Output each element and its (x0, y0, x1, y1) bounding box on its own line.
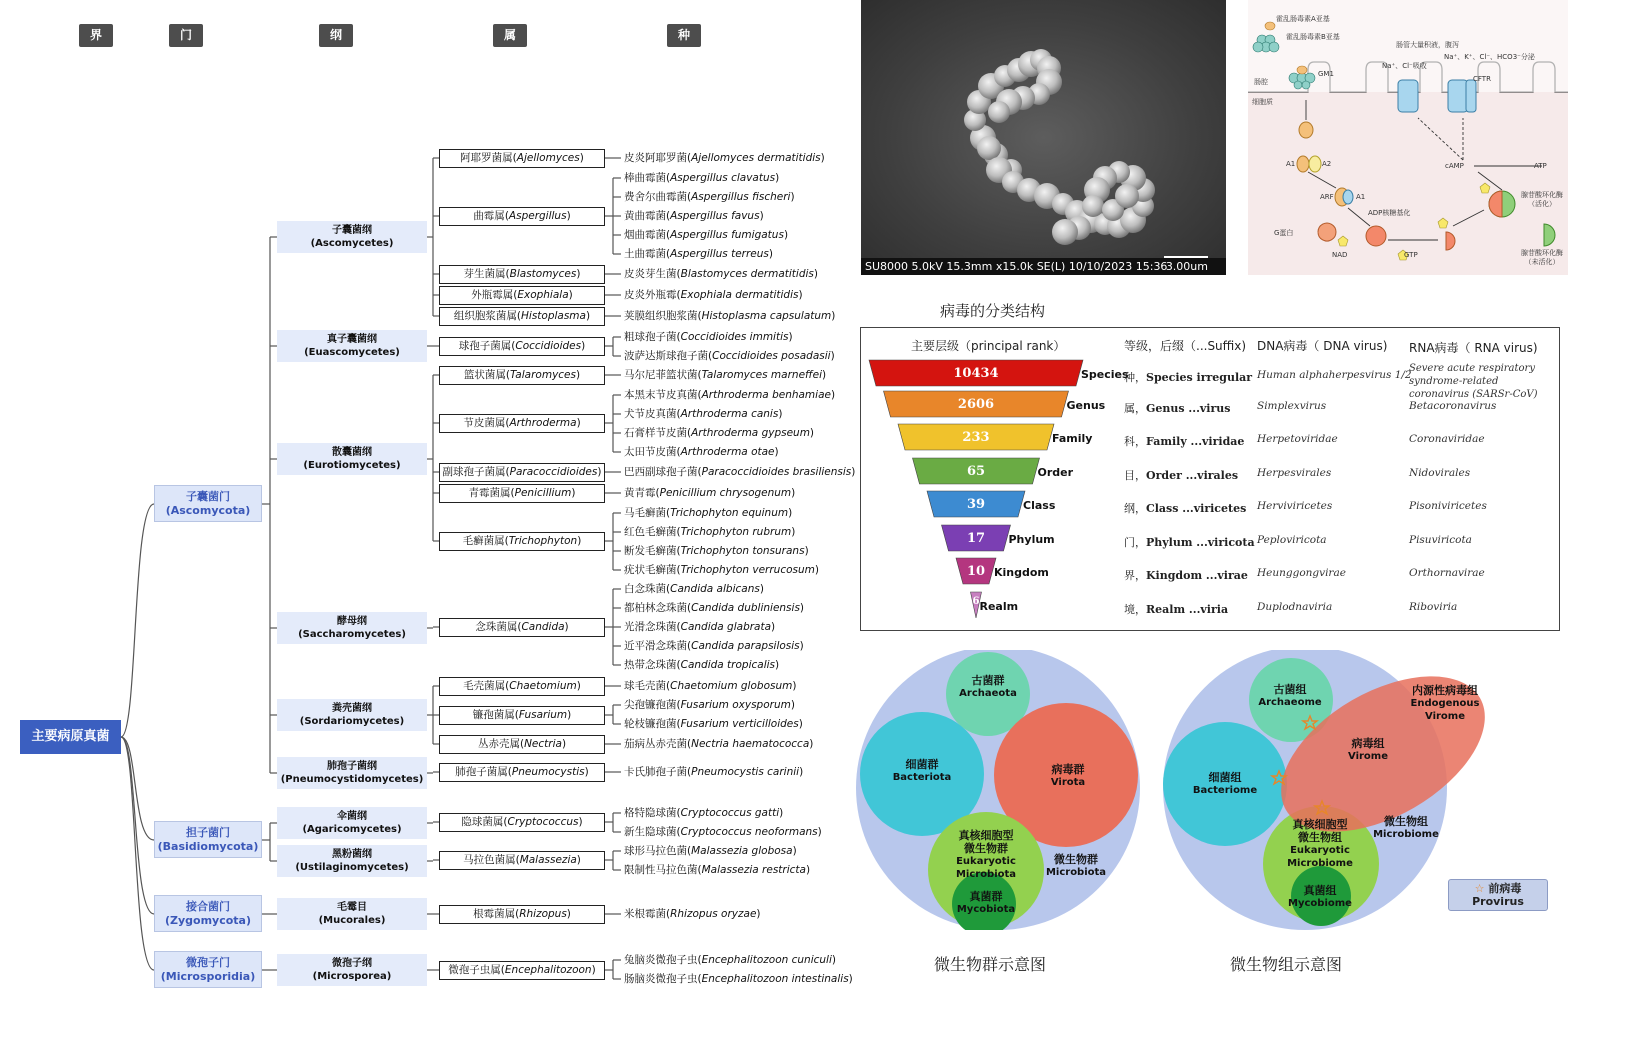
funnel-count: 65 (966, 464, 986, 479)
virus-particle (977, 136, 1001, 160)
funnel-count: 39 (966, 497, 986, 512)
genus-node: 芽生菌属(Blastomyces) (439, 265, 605, 284)
rank-suffix: 目，Order ...virales (1124, 469, 1239, 482)
dna-example: Simplexvirus (1257, 400, 1327, 412)
cholera-label: ATP (1534, 162, 1547, 170)
cholera-label: 肠腔 (1254, 78, 1268, 86)
funnel-count: 10 (966, 564, 986, 579)
species-label: 黄曲霉菌(Aspergillus favus) (624, 210, 764, 222)
species-label: 波萨达斯球孢子菌(Coccidioides posadasii) (624, 350, 835, 362)
dna-example: Herpesvirales (1257, 467, 1332, 479)
class-node: 酵母纲 (Saccharomycetes) (277, 612, 427, 644)
cholera-label: 肠管大量积液，腹泻 (1396, 41, 1459, 49)
rank-name: Order (1037, 466, 1074, 479)
species-label: 卡氏肺孢子菌(Pneumocystis carinii) (624, 766, 804, 778)
star-icon: ☆ (1474, 882, 1485, 895)
rna-example: Pisoniviricetes (1409, 500, 1487, 512)
rank-name: Species (1081, 368, 1129, 381)
species-label: 土曲霉菌(Aspergillus terreus) (624, 248, 773, 260)
dna-example: Herpetoviridae (1257, 433, 1338, 445)
phylum-node: 担子菌门 (Basidiomycota) (154, 821, 262, 858)
species-label: 球毛壳菌(Chaetomium globosum) (624, 680, 797, 692)
rank-header-kingdom: 界 (79, 24, 113, 47)
virus-particle (1082, 195, 1104, 217)
cholera-label: cAMP (1445, 162, 1464, 170)
species-label: 球形马拉色菌(Malassezia globosa) (624, 845, 797, 857)
cholera-label: 腺苷酸环化酶（未活化） (1521, 249, 1563, 266)
species-label: 皮炎芽生菌(Blastomyces dermatitidis) (624, 268, 818, 280)
species-label: 黄青霉(Penicillium chrysogenum) (624, 487, 796, 499)
species-label: 荚膜组织胞浆菌(Histoplasma capsulatum) (624, 310, 836, 322)
funnel-count: 17 (966, 531, 986, 546)
tree-connector (121, 737, 154, 840)
col-header: RNA病毒（ RNA virus) (1409, 341, 1538, 355)
species-label: 马尔尼菲篮状菌(Talaromyces marneffei) (624, 369, 827, 381)
rna-example: Riboviria (1409, 601, 1458, 613)
cholera-label: NAD (1332, 251, 1348, 259)
genus-node: 马拉色菌属(Malassezia) (439, 851, 605, 870)
class-node: 伞菌纲 (Agaricomycetes) (277, 807, 427, 839)
cholera-label: A1 (1356, 193, 1366, 201)
class-node: 散囊菌纲 (Eurotiomycetes) (277, 443, 427, 475)
sem-micrograph (861, 0, 1226, 275)
virus-particle (1052, 219, 1078, 245)
eukaryotic-label: 真核细胞型 微生物群 Eukaryotic Microbiota (955, 829, 1017, 880)
class-node: 毛霉目 (Mucorales) (277, 898, 427, 930)
col-header: DNA病毒（ DNA virus) (1257, 339, 1388, 353)
rank-header-genus: 属 (493, 24, 527, 47)
archaea-label: 古菌群 Archaeota (959, 674, 1017, 699)
virus-particle (1115, 184, 1139, 208)
genus-node: 青霉菌属(Penicillium) (439, 484, 605, 503)
cholera-label: Na⁺、K⁺、Cl⁻、HCO3⁻分泌 (1444, 53, 1535, 61)
genus-node: 毛癣菌属(Trichophyton) (439, 532, 605, 551)
cholera-label: ADP核糖基化 (1368, 209, 1411, 217)
funnel-count: 10434 (953, 366, 999, 381)
rank-suffix: 属，Genus ...virus (1124, 402, 1231, 415)
cholera-label: GM1 (1318, 70, 1334, 78)
genus-node: 曲霉属(Aspergillus) (439, 207, 605, 226)
species-label: 光滑念珠菌(Candida glabrata) (624, 621, 776, 633)
phylum-node: 子囊菌门 (Ascomycota) (154, 485, 262, 522)
rank-name: Realm (979, 600, 1019, 613)
virus-table-title: 病毒的分类结构 (940, 302, 1046, 320)
dna-example: Peploviricota (1257, 534, 1327, 546)
species-label: 新生隐球菌(Cryptococcus neoformans) (624, 826, 822, 838)
dna-example: Heunggongvirae (1257, 567, 1346, 579)
rna-example: Pisuviricota (1409, 534, 1472, 546)
dna-example: Herviviricetes (1257, 500, 1333, 512)
sem-info: SU8000 5.0kV 15.3mm x15.0k SE(L) 10/10/2023 15:36 (865, 260, 1168, 273)
species-label: 尖孢镰孢菌(Fusarium oxysporum) (624, 699, 795, 711)
fungi-label: 真菌群 Mycobiota (956, 890, 1016, 915)
species-label: 本黑末节皮真菌(Arthroderma benhamiae) (624, 389, 836, 401)
cholera-toxin-diagram (1248, 0, 1568, 275)
dna-example: Duplodnaviria (1257, 601, 1333, 613)
species-label: 太田节皮菌(Arthroderma otae) (624, 446, 779, 458)
species-label: 格特隐球菌(Cryptococcus gatti) (624, 807, 784, 819)
species-label: 茄病丛赤壳菌(Nectria haematococca) (624, 738, 814, 750)
cholera-label: G蛋白 (1274, 229, 1294, 237)
cholera-label: 腺苷酸环化酶（活化） (1521, 191, 1563, 208)
species-label: 石膏样节皮菌(Arthroderma gypseum) (624, 427, 815, 439)
species-label: 白念珠菌(Candida albicans) (624, 583, 764, 595)
cholera-label: CFTR (1473, 75, 1491, 83)
species-label: 费舍尔曲霉菌(Aspergillus fischeri) (624, 191, 795, 203)
species-label: 犬节皮真菌(Arthroderma canis) (624, 408, 783, 420)
species-label: 皮炎阿耶罗菌(Ajellomyces dermatitidis) (624, 152, 825, 164)
mycobiome-label: 真菌组 Mycobiome (1288, 884, 1352, 909)
cholera-label: ARF (1320, 193, 1334, 201)
rna-example: Betacoronavirus (1409, 400, 1497, 412)
dna-example: Human alphaherpesvirus 1/2 (1257, 369, 1412, 381)
genus-node: 镰孢菌属(Fusarium) (439, 706, 605, 725)
species-label: 米根霉菌(Rhizopus oryzae) (624, 908, 761, 920)
rank-name: Phylum (1008, 533, 1055, 546)
class-node: 子囊菌纲 (Ascomycetes) (277, 221, 427, 253)
rna-example: Orthornavirae (1409, 567, 1485, 579)
funnel-count: 6 (972, 596, 980, 607)
cholera-label: GTP (1404, 251, 1418, 259)
microbiome-caption: 微生物组示意图 (1230, 955, 1343, 974)
eukaryotic-microbiome-label: 真核细胞型 微生物组 Eukaryotic Microbiome (1287, 818, 1353, 869)
rank-suffix: 界，Kingdom ...virae (1124, 569, 1248, 582)
species-label: 肠脑炎微孢子虫(Encephalitozoon intestinalis) (624, 973, 853, 985)
rank-header-phylum: 门 (169, 24, 203, 47)
virus-particle (988, 101, 1010, 123)
rna-example: Coronaviridae (1409, 433, 1485, 445)
species-label: 烟曲霉菌(Aspergillus fumigatus) (624, 229, 789, 241)
col-header: 等级，后缀（...Suffix) (1124, 339, 1247, 353)
sem-info-bar (861, 258, 1226, 275)
species-label: 马毛癣菌(Trichophyton equinum) (624, 507, 793, 519)
rna-example: Nidovirales (1409, 467, 1471, 479)
cholera-label: Na⁺、Cl⁻吸收 (1382, 62, 1427, 70)
species-label: 轮枝镰孢菌(Fusarium verticilloides) (624, 718, 803, 730)
genus-node: 隐球菌属(Cryptococcus) (439, 813, 605, 832)
class-node: 真子囊菌纲 (Euascomycetes) (277, 330, 427, 362)
rank-name: Family (1052, 432, 1093, 445)
rank-name: Kingdom (994, 566, 1049, 579)
rank-suffix: 纲，Class ...viricetes (1124, 502, 1247, 515)
col-header: 主要层级（principal rank） (911, 339, 1066, 353)
species-label: 都柏林念珠菌(Candida dubliniensis) (624, 602, 805, 614)
species-label: 断发毛癣菌(Trichophyton tonsurans) (624, 545, 809, 557)
rank-name: Class (1023, 499, 1056, 512)
funnel-count: 233 (962, 430, 990, 445)
species-label: 疣状毛癣菌(Trichophyton verrucosum) (624, 564, 819, 576)
cholera-label: A1 (1286, 160, 1296, 168)
species-label: 红色毛癣菌(Trichophyton rubrum) (624, 526, 796, 538)
rank-name: Genus (1066, 399, 1106, 412)
class-node: 粪壳菌纲 (Sordariomycetes) (277, 699, 427, 731)
genus-node: 阿耶罗菌属(Ajellomyces) (439, 149, 605, 168)
microbiota-caption: 微生物群示意图 (934, 955, 1047, 974)
tree-connector (121, 504, 154, 737)
rank-suffix: 种，Species irregular (1124, 371, 1253, 384)
species-label: 近平滑念珠菌(Candida parapsilosis) (624, 640, 804, 652)
cholera-label: 霍乱肠毒素B亚基 (1286, 33, 1340, 41)
genus-node: 肺孢子菌属(Pneumocystis) (439, 763, 605, 782)
rank-suffix: 门，Phylum ...viricota (1124, 536, 1255, 549)
virome-label: 病毒组 Virome (1348, 737, 1388, 762)
phylum-node: 接合菌门 (Zygomycota) (154, 895, 262, 932)
cholera-label: 霍乱肠毒素A亚基 (1276, 15, 1330, 23)
microbiota-label: 微生物群 Microbiota (1045, 853, 1107, 878)
bacteriome-label: 细菌组 Bacteriome (1192, 771, 1258, 796)
genus-node: 根霉菌属(Rhizopus) (439, 905, 605, 924)
phylum-node: 微孢子门 (Microsporidia) (154, 951, 262, 988)
class-node: 肺孢子菌纲 (Pneumocystidomycetes) (277, 757, 427, 789)
species-label: 巴西副球孢子菌(Paracoccidioides brasiliensis) (624, 466, 856, 478)
genus-node: 丛赤壳属(Nectria) (439, 735, 605, 754)
virus-label: 病毒群 Virota (1050, 763, 1086, 788)
archaeome-label: 古菌组 Archaeome (1258, 683, 1322, 708)
endogenous-virome-label: 内源性病毒组 Endogenous Virome (1410, 684, 1480, 722)
species-label: 皮炎外瓶霉(Exophiala dermatitidis) (624, 289, 803, 301)
species-label: 兔脑炎微孢子虫(Encephalitozoon cuniculi) (624, 954, 836, 966)
cholera-label: 细胞质 (1252, 98, 1273, 106)
rank-header-class: 纲 (319, 24, 353, 47)
rank-header-species: 种 (667, 24, 701, 47)
species-label: 棒曲霉菌(Aspergillus clavatus) (624, 172, 780, 184)
cholera-label: A2 (1322, 160, 1332, 168)
rank-suffix: 境，Realm ...viria (1124, 603, 1229, 616)
genus-node: 微孢子虫属(Encephalitozoon) (439, 961, 605, 980)
genus-node: 毛壳菌属(Chaetomium) (439, 677, 605, 696)
genus-node: 外瓶霉属(Exophiala) (439, 286, 605, 305)
class-node: 微孢子纲 (Microsporea) (277, 954, 427, 986)
rna-example: Severe acute respiratory syndrome-related coronavirus (SARSr-CoV) (1409, 363, 1538, 400)
sem-particles (861, 0, 1226, 258)
bacteria-label: 细菌群 Bacteriota (892, 758, 952, 783)
funnel-count: 2606 (957, 397, 995, 412)
genus-node: 球孢子菌属(Coccidioides) (439, 337, 605, 356)
genus-node: 副球孢子菌属(Paracoccidioides) (439, 463, 605, 482)
genus-node: 篮状菌属(Talaromyces) (439, 366, 605, 385)
microbiome-label: 微生物组 Microbiome (1373, 815, 1439, 840)
sem-scale-label: 3.00um (1165, 260, 1208, 273)
genus-node: 组织胞浆菌属(Histoplasma) (439, 307, 605, 326)
class-node: 黑粉菌纲 (Ustilaginomycetes) (277, 845, 427, 877)
species-label: 粗球孢子菌(Coccidioides immitis) (624, 331, 793, 343)
species-label: 热带念珠菌(Candida tropicalis) (624, 659, 780, 671)
genus-node: 念珠菌属(Candida) (439, 618, 605, 637)
virus-classification-table (860, 327, 1560, 631)
species-label: 限制性马拉色菌(Malassezia restricta) (624, 864, 811, 876)
genus-node: 节皮菌属(Arthroderma) (439, 414, 605, 433)
provirus-legend: ☆ 前病毒 Provirus (1448, 879, 1548, 911)
rank-suffix: 科，Family ...viridae (1124, 435, 1245, 448)
root-node: 主要病原真菌 (20, 720, 121, 754)
